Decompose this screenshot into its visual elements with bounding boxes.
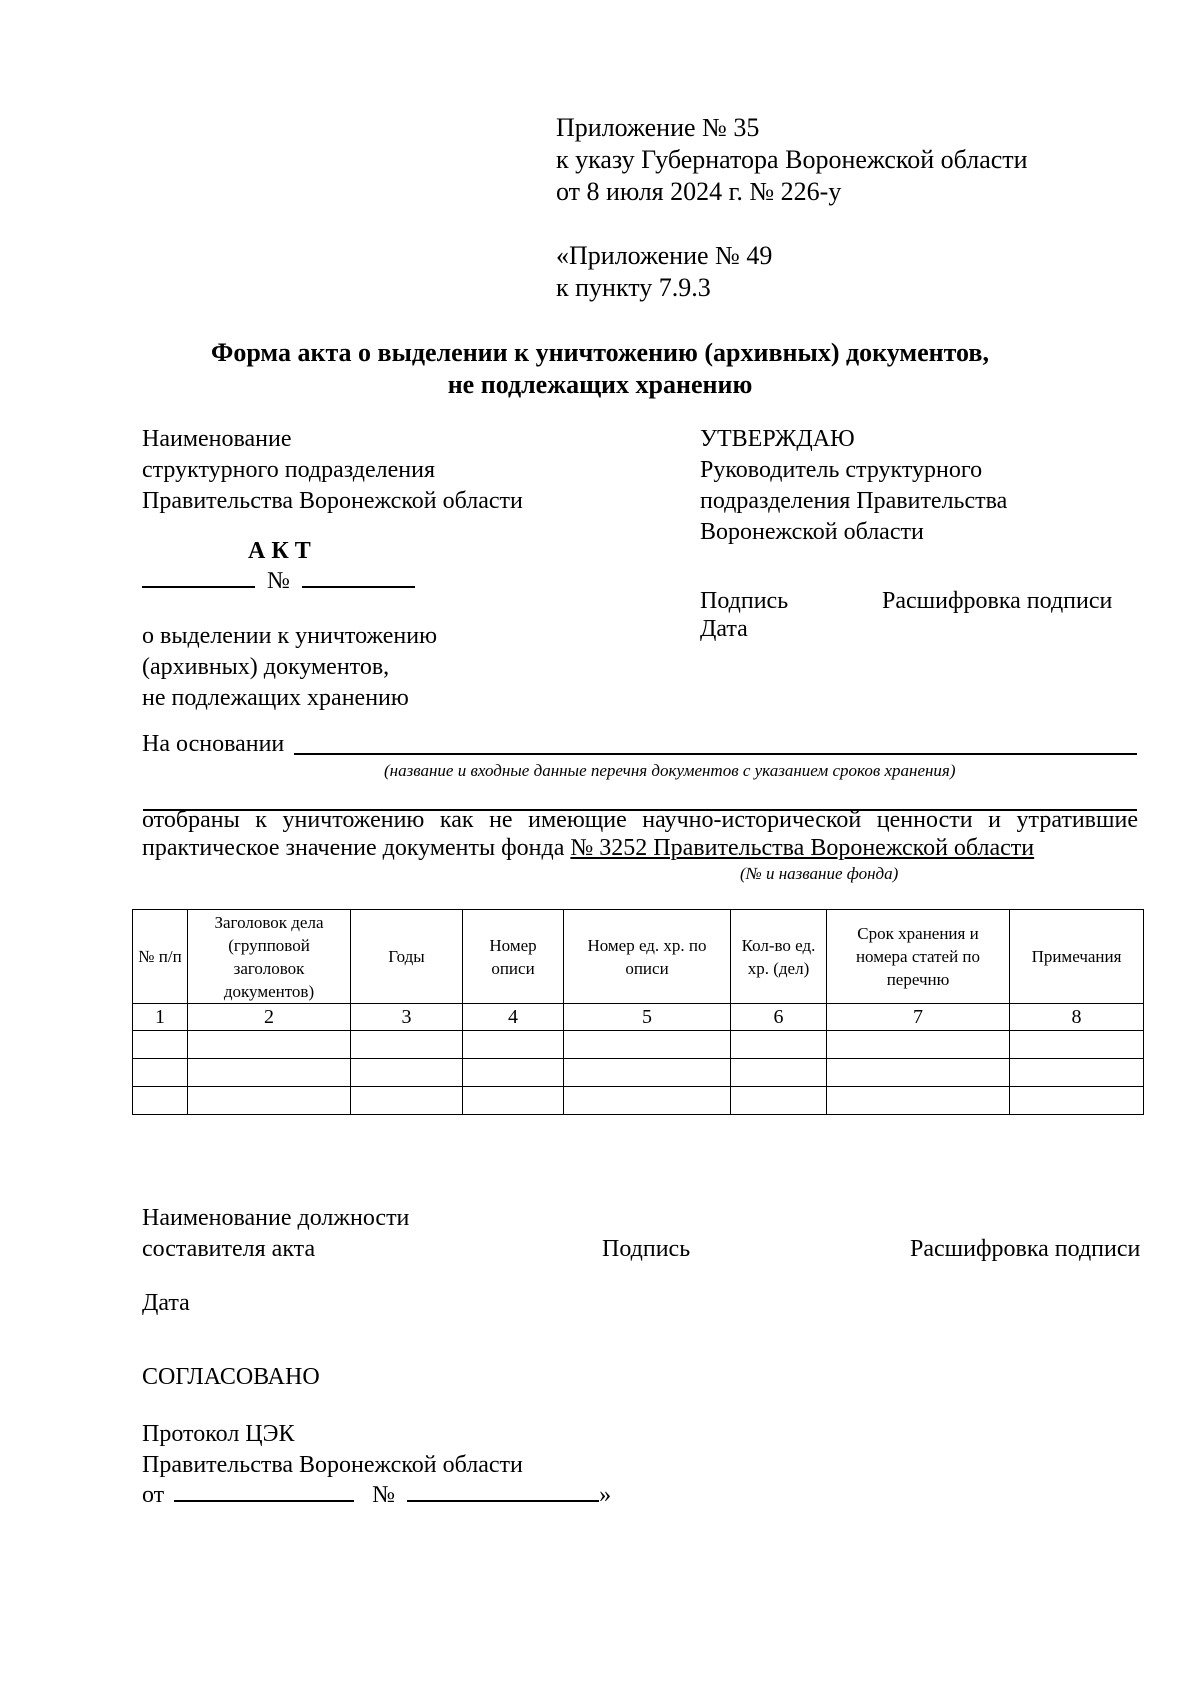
form-title (0, 337, 1200, 401)
compiler-decoding-label: Расшифровка подписи (910, 1236, 1141, 1262)
column-number: 6 (731, 1004, 827, 1031)
agreed-heading: СОГЛАСОВАНО (142, 1364, 320, 1390)
table-cell[interactable] (731, 1087, 827, 1115)
table-cell[interactable] (463, 1087, 564, 1115)
organization-name-block (142, 424, 523, 517)
fund-name: № 3252 Правительства Воронежской области (570, 835, 1035, 861)
act-desc-line1: о выделении к уничтожению (142, 623, 438, 649)
table-cell[interactable] (564, 1087, 731, 1115)
column-number: 5 (564, 1004, 731, 1031)
table-cell[interactable] (188, 1059, 351, 1087)
approve-signature-label: Подпись (700, 588, 789, 614)
approve-line3: Воронежской области (700, 519, 924, 545)
approve-decoding-label: Расшифровка подписи (882, 588, 1113, 614)
table-header-row (133, 910, 1144, 1004)
protocol-line1: Протокол ЦЭК (142, 1421, 295, 1447)
column-header: Срок хранения и номера статей по перечню (827, 910, 1010, 1004)
act-number-line (142, 566, 415, 597)
decree-reference: к указу Губернатора Воронежской области (556, 145, 1028, 174)
table-cell[interactable] (188, 1031, 351, 1059)
act-desc-line3: не подлежащих хранению (142, 685, 409, 711)
column-header: Номер ед. хр. по описи (564, 910, 731, 1004)
selection-text-line1: отобраны к уничтожению как не имеющие научно-исторической ценности и утратившие (142, 807, 1138, 833)
original-appendix: «Приложение № 49 (556, 241, 773, 270)
protocol-number-blank[interactable] (407, 1500, 599, 1502)
protocol-block (142, 1419, 523, 1481)
column-header: Номер описи (463, 910, 564, 1004)
compiler-position-line1: Наименование должности (142, 1205, 410, 1231)
act-number-sign: № (267, 568, 290, 594)
column-number: 2 (188, 1004, 351, 1031)
table-cell[interactable] (827, 1087, 1010, 1115)
table-row (133, 1087, 1144, 1115)
table-cell[interactable] (133, 1059, 188, 1087)
column-number: 7 (827, 1004, 1010, 1031)
protocol-date-blank[interactable] (174, 1500, 354, 1502)
column-header: Заголовок дела (групповой заголовок документов) (188, 910, 351, 1004)
column-header: № п/п (133, 910, 188, 1004)
approve-line1: Руководитель структурного (700, 457, 983, 483)
table-cell[interactable] (1010, 1059, 1144, 1087)
table-cell[interactable] (351, 1059, 463, 1087)
protocol-number-line (142, 1480, 611, 1511)
table-cell[interactable] (731, 1031, 827, 1059)
table-cell[interactable] (827, 1059, 1010, 1087)
column-number: 4 (463, 1004, 564, 1031)
point-reference: к пункту 7.9.3 (556, 273, 711, 302)
form-title-line2: не подлежащих хранению (447, 370, 753, 399)
basis-hint: (название и входные данные перечня документов с указанием сроков хранения) (384, 761, 956, 780)
column-header: Кол-во ед. хр. (дел) (731, 910, 827, 1004)
approve-block (700, 424, 1007, 548)
approve-heading: УТВЕРЖДАЮ (700, 426, 855, 452)
closing-quote: » (599, 1482, 612, 1508)
protocol-line2: Правительства Воронежской области (142, 1452, 523, 1478)
appendix-number: Приложение № 35 (556, 113, 760, 142)
compiler-position (142, 1203, 409, 1265)
table-cell[interactable] (463, 1059, 564, 1087)
table-cell[interactable] (731, 1059, 827, 1087)
table-cell[interactable] (827, 1031, 1010, 1059)
table-row (133, 1059, 1144, 1087)
decree-date: от 8 июля 2024 г. № 226-у (556, 177, 842, 206)
table-cell[interactable] (133, 1031, 188, 1059)
basis-blank-line[interactable] (294, 753, 1137, 755)
column-header: Примечания (1010, 910, 1144, 1004)
table-row (133, 1031, 1144, 1059)
basis-label: На основании (142, 731, 285, 757)
compiler-position-line2: составителя акта (142, 1236, 316, 1262)
compiler-date-label: Дата (142, 1290, 190, 1316)
org-line3: Правительства Воронежской области (142, 488, 523, 514)
table-cell[interactable] (564, 1059, 731, 1087)
selection-text-prefix: практическое значение документы фонда (142, 835, 565, 861)
table-cell[interactable] (133, 1087, 188, 1115)
table-cell[interactable] (463, 1031, 564, 1059)
act-date-blank[interactable] (142, 586, 255, 588)
protocol-from-label: от (142, 1482, 165, 1508)
column-number-row (133, 1004, 1144, 1031)
act-description (142, 621, 437, 714)
table-cell[interactable] (188, 1087, 351, 1115)
act-heading: А К Т (248, 538, 311, 564)
column-number: 8 (1010, 1004, 1144, 1031)
compiler-signature-label: Подпись (602, 1236, 691, 1262)
column-number: 1 (133, 1004, 188, 1031)
act-desc-line2: (архивных) документов, (142, 654, 390, 680)
column-number: 3 (351, 1004, 463, 1031)
table-cell[interactable] (351, 1031, 463, 1059)
act-number-blank[interactable] (302, 586, 415, 588)
table-cell[interactable] (564, 1031, 731, 1059)
approve-date-label: Дата (700, 616, 748, 642)
org-line2: структурного подразделения (142, 457, 436, 483)
table-cell[interactable] (351, 1087, 463, 1115)
approve-line2: подразделения Правительства (700, 488, 1008, 514)
documents-table (132, 909, 1144, 1115)
column-header: Годы (351, 910, 463, 1004)
protocol-number-sign: № (372, 1482, 396, 1508)
fund-hint: (№ и название фонда) (740, 864, 899, 883)
org-line1: Наименование (142, 426, 292, 452)
appendix-header (556, 112, 1028, 304)
form-title-line1: Форма акта о выделении к уничтожению (архивных) документов, (211, 338, 989, 367)
selection-text-line2 (142, 833, 1034, 864)
table-cell[interactable] (1010, 1031, 1144, 1059)
table-cell[interactable] (1010, 1087, 1144, 1115)
